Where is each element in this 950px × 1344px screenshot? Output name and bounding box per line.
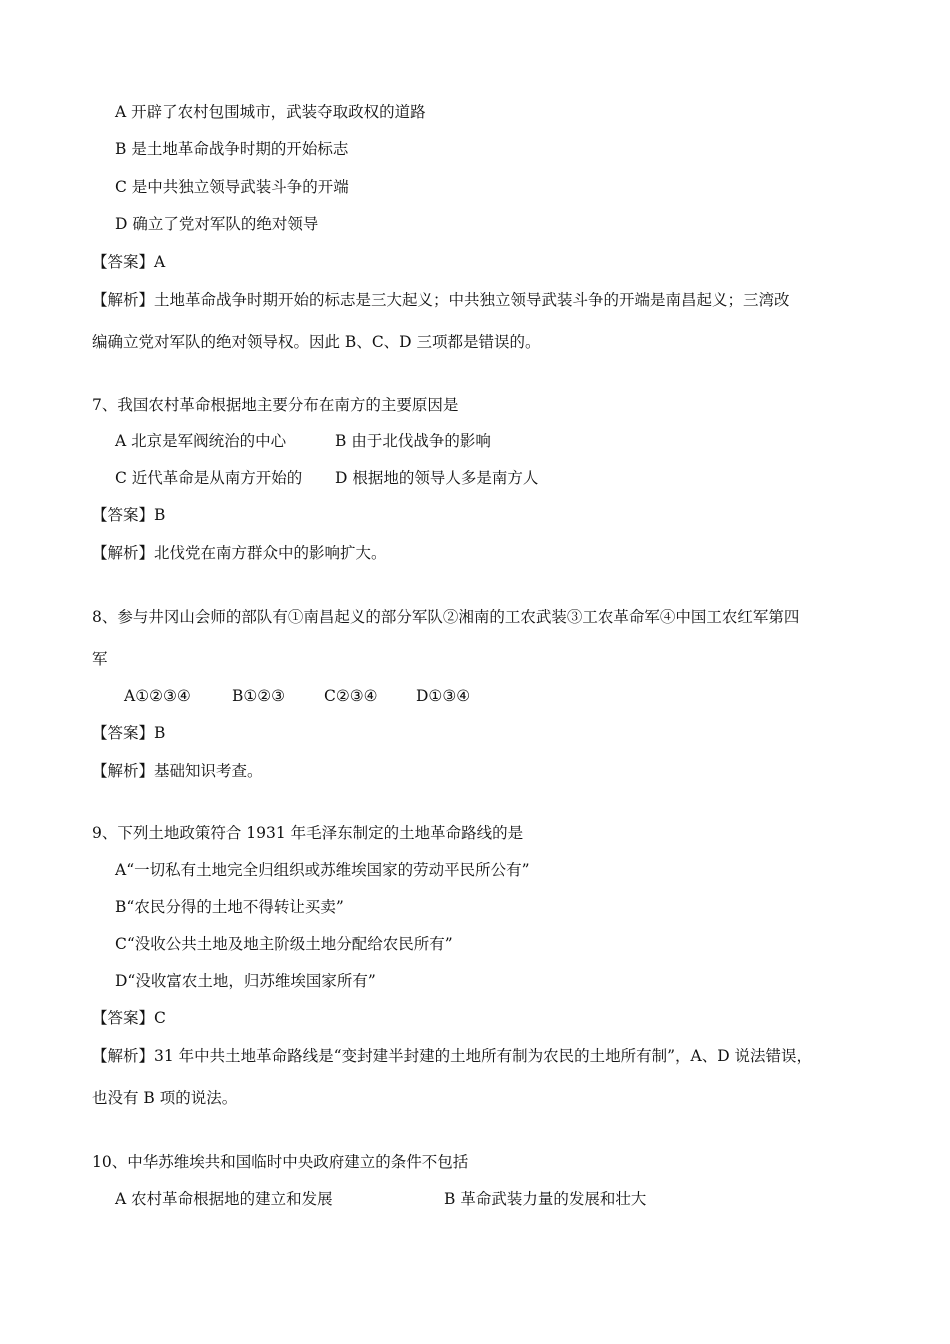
q8-option-b: B①②③ <box>232 687 286 705</box>
q7-option-b: B 由于北伐战争的影响 <box>335 432 491 450</box>
q10-question: 10、中华苏维埃共和国临时中央政府建立的条件不包括 <box>92 1153 469 1171</box>
q6-option-c: C 是中共独立领导武装斗争的开端 <box>115 178 349 196</box>
q10-option-b: B 革命武装力量的发展和壮大 <box>444 1190 647 1208</box>
q8-option-a: A①②③④ <box>124 687 191 705</box>
q6-analysis-line2: 编确立党对军队的绝对领导权。因此 B、C、D 三项都是错误的。 <box>92 333 541 351</box>
q7-question: 7、我国农村革命根据地主要分布在南方的主要原因是 <box>92 396 459 414</box>
q9-option-c: C“没收公共土地及地主阶级土地分配给农民所有” <box>115 935 453 953</box>
q6-option-b: B 是土地革命战争时期的开始标志 <box>115 140 349 158</box>
q9-option-a: A“一切私有土地完全归组织或苏维埃国家的劳动平民所公有” <box>115 861 530 879</box>
q6-answer: 【答案】A <box>92 253 166 271</box>
q9-analysis-line1: 【解析】31 年中共土地革命路线是“变封建半封建的土地所有制为农民的土地所有制”，A、D 说法错误， <box>92 1047 813 1065</box>
q6-analysis-line1: 【解析】土地革命战争时期开始的标志是三大起义；中共独立领导武装斗争的开端是南昌起义；三湾改 <box>92 291 790 309</box>
q6-option-d: D 确立了党对军队的绝对领导 <box>115 215 319 233</box>
q8-question-line1: 8、参与井冈山会师的部队有①南昌起义的部分军队②湘南的工农武装③工农革命军④中国工农红军第四 <box>92 608 800 626</box>
q8-option-d: D①③④ <box>416 687 471 705</box>
q9-option-b: B“农民分得的土地不得转让买卖” <box>115 898 344 916</box>
q7-option-c: C 近代革命是从南方开始的 <box>115 469 303 487</box>
q8-analysis: 【解析】基础知识考查。 <box>92 762 263 780</box>
q9-question: 9、下列土地政策符合 1931 年毛泽东制定的土地革命路线的是 <box>92 824 524 842</box>
q8-option-c: C②③④ <box>324 687 378 705</box>
q7-option-a: A 北京是军阀统治的中心 <box>115 432 287 450</box>
q6-option-a: A 开辟了农村包围城市，武装夺取政权的道路 <box>115 103 426 121</box>
q8-answer: 【答案】B <box>92 724 166 742</box>
q9-option-d: D“没收富农土地，归苏维埃国家所有” <box>115 972 376 990</box>
q7-option-d: D 根据地的领导人多是南方人 <box>335 469 539 487</box>
q10-option-a: A 农村革命根据地的建立和发展 <box>115 1190 333 1208</box>
q9-analysis-line2: 也没有 B 项的说法。 <box>92 1089 238 1107</box>
q7-analysis: 【解析】北伐党在南方群众中的影响扩大。 <box>92 544 387 562</box>
q9-answer: 【答案】C <box>92 1009 166 1027</box>
q8-question-line2: 军 <box>92 650 108 668</box>
q7-answer: 【答案】B <box>92 506 166 524</box>
